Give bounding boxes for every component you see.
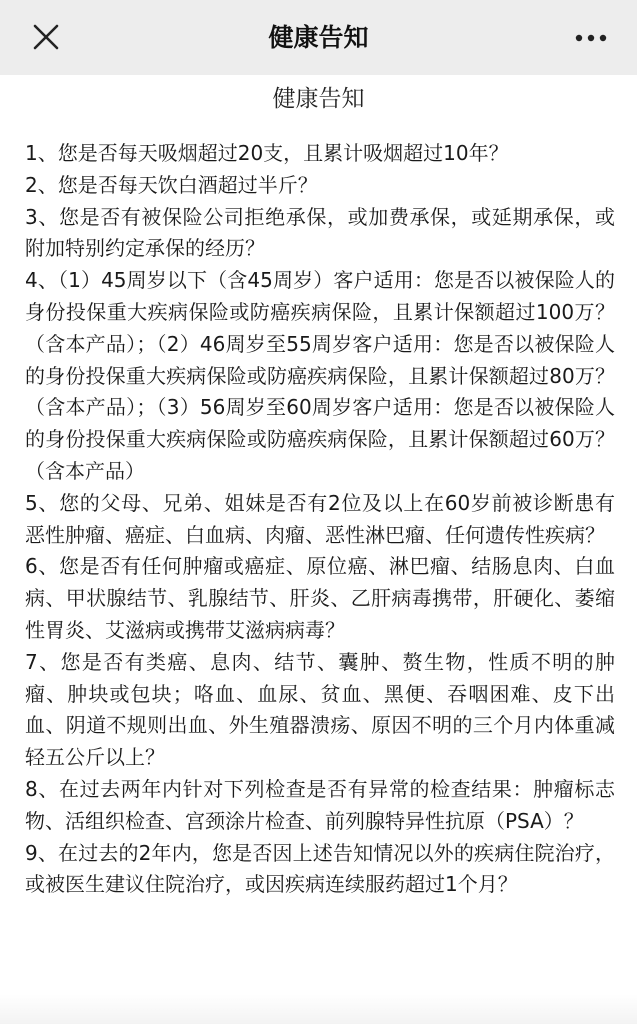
navigation-bar bbox=[0, 0, 637, 75]
question-item-3: 3、您是否有被保险公司拒绝承保，或加费承保，或延期承保，或附加特别约定承保的经历？ bbox=[25, 204, 615, 261]
question-item-1: 1、您是否每天吸烟超过20支，且累计吸烟超过10年？ bbox=[25, 141, 509, 165]
question-item-4: 4、（1）45周岁以下（含45周岁）客户适用：您是否以被保险人的身份投保重大疾病保险或防癌疾病保险，且累计保额超过100万？（含本产品）；（2）46周岁至55周岁客户适用：您是否以被保险人的身份投保重大疾病保险或防癌疾病保险，且累计保额超过80万？（含本产品）；（3）56周岁至60周岁客户适用：您是否以被保险人的身份投保重大疾病保险或防癌疾病保险，且累计保额超过60万？（含本产品） bbox=[25, 268, 615, 483]
question-item-2: 2、您是否每天饮白酒超过半斤？ bbox=[25, 172, 318, 197]
question-list bbox=[25, 138, 615, 901]
document-title: 健康告知 bbox=[272, 86, 365, 112]
question-item-8: 8、在过去两年内针对下列检查是否有异常的检查结果：肿瘤标志物、活组织检查、宫颈涂片检查、前列腺特异性抗原（PSA）？ bbox=[25, 776, 615, 833]
question-item-7: 7、您是否有类癌、息肉、结节、囊肿、赘生物，性质不明的肿瘤、肿块或包块；咯血、血尿、贫血、黑便、吞咽困难、皮下出血、阴道不规则出血、外生殖器溃疡、原因不明的三个月内体重减轻五公斤以上？ bbox=[25, 649, 615, 770]
question-item-6: 6、您是否有任何肿瘤或癌症、原位癌、淋巴瘤、结肠息肉、白血病、甲状腺结节、乳腺结节、肝炎、乙肝病毒携带，肝硬化、萎缩性胃炎、艾滋病或携带艾滋病病毒？ bbox=[25, 554, 615, 642]
question-item-5: 5、您的父母、兄弟、姐妹是否有2位及以上在60岁前被诊断患有恶性肿瘤、癌症、白血病、肉瘤、恶性淋巴瘤、任何遗传性疾病？ bbox=[25, 490, 615, 547]
document-content[interactable] bbox=[0, 75, 637, 1024]
bottom-fade bbox=[0, 994, 637, 1024]
page-title: 健康告知 bbox=[268, 23, 369, 52]
more-horizontal-icon bbox=[571, 22, 611, 54]
question-item-9: 9、在过去的2年内，您是否因上述告知情况以外的疾病住院治疗，或被医生建议住院治疗，或因疾病连续服药超过1个月？ bbox=[25, 840, 615, 897]
more-button[interactable] bbox=[571, 22, 611, 54]
